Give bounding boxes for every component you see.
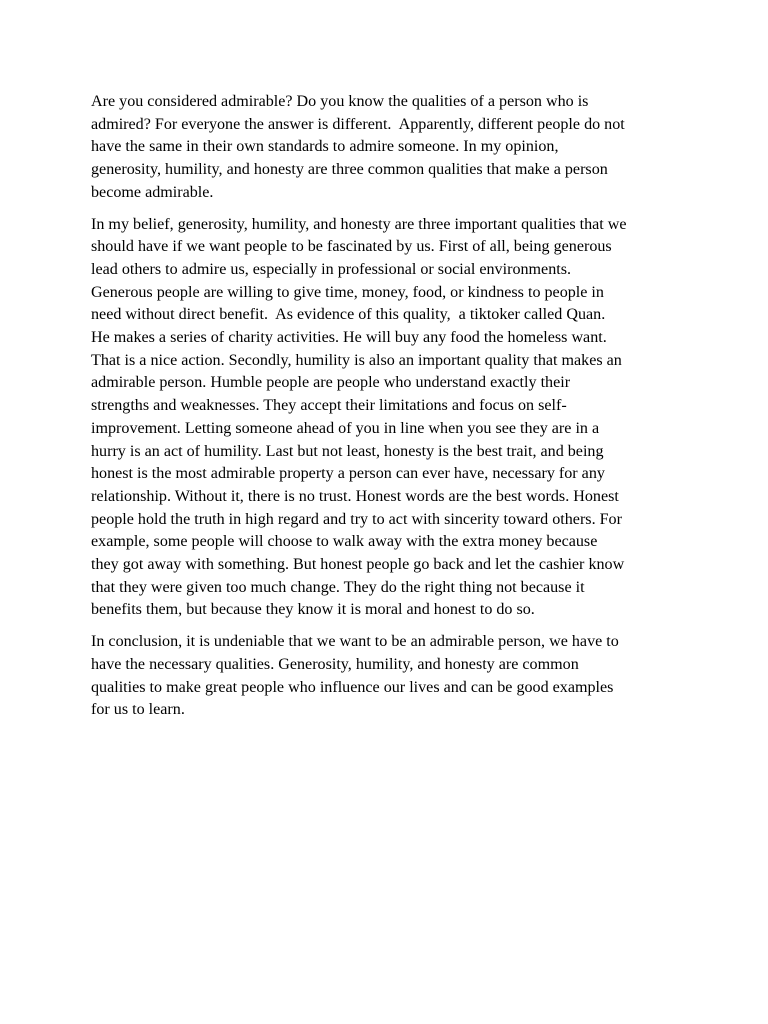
- text-line: should have if we want people to be fascinated by us. First of all, being generous: [91, 238, 612, 256]
- text-line: they got away with something. But honest people go back and let the cashier know: [91, 556, 625, 574]
- text-line: have the same in their own standards to admire someone. In my opinion,: [91, 138, 559, 156]
- text-line: improvement. Letting someone ahead of you in line when you see they are in a: [91, 419, 600, 437]
- document-body: [91, 91, 681, 731]
- text-line: Generous people are willing to give time, money, food, or kindness to people in: [91, 283, 604, 301]
- text-line: lead others to admire us, especially in professional or social environments.: [91, 260, 571, 278]
- text-line: In conclusion, it is undeniable that we want to be an admirable person, we have to: [91, 633, 619, 651]
- text-line: need without direct benefit. As evidence of this quality, a tiktoker called Quan.: [91, 306, 606, 324]
- text-line: relationship. Without it, there is no trust. Honest words are the best words. Honest: [91, 487, 619, 505]
- text-line: for us to learn.: [91, 701, 185, 719]
- text-line: admirable person. Humble people are people who understand exactly their: [91, 374, 571, 392]
- text-line: Are you considered admirable? Do you know the qualities of a person who is: [91, 93, 589, 110]
- text-line: honest is the most admirable property a person can ever have, necessary for any: [91, 465, 605, 483]
- text-line: generosity, humility, and honesty are three common qualities that make a person: [91, 161, 608, 179]
- text-line: hurry is an act of humility. Last but not least, honesty is the best trait, and being: [91, 442, 604, 460]
- text-line: strengths and weaknesses. They accept their limitations and focus on self-: [91, 397, 567, 415]
- paragraph-conclusion: [91, 631, 681, 722]
- text-line: That is a nice action. Secondly, humility is also an important quality that makes an: [91, 351, 622, 369]
- text-line: become admirable.: [91, 183, 214, 201]
- text-line: example, some people will choose to walk away with the extra money because: [91, 533, 598, 551]
- text-line: He makes a series of charity activities. He will buy any food the homeless want.: [91, 329, 607, 347]
- text-line: that they were given too much change. They do the right thing not because it: [91, 578, 585, 596]
- paragraph-introduction: [91, 91, 681, 205]
- text-line: have the necessary qualities. Generosity, humility, and honesty are common: [91, 655, 579, 673]
- text-line: In my belief, generosity, humility, and honesty are three important qualities that we: [91, 215, 627, 233]
- text-line: admired? For everyone the answer is different. Apparently, different people do not: [91, 115, 625, 133]
- text-line: people hold the truth in high regard and try to act with sincerity toward others. For: [91, 510, 622, 528]
- paragraph-body: [91, 214, 681, 623]
- text-line: qualities to make great people who influence our lives and can be good examples: [91, 678, 614, 696]
- text-line: benefits them, but because they know it is moral and honest to do so.: [91, 601, 535, 619]
